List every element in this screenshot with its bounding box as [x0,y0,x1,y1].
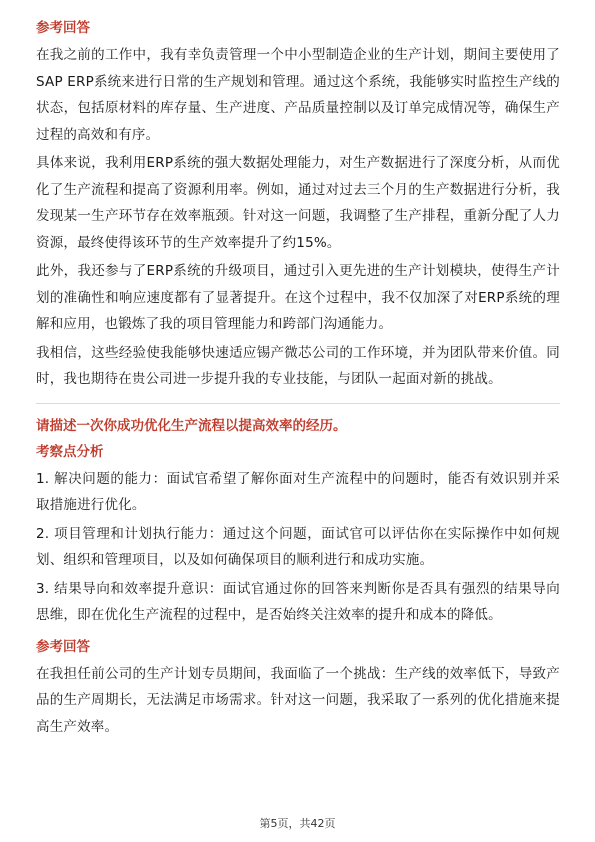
section-divider [36,403,560,404]
answer-paragraph: 在我之前的工作中，我有幸负责管理一个中小型制造企业的生产计划，期间主要使用了SAP ERP系统来进行日常的生产规划和管理。通过这个系统，我能够实时监控生产线的状态，包括原材料的库存量、生产进度、产品质量控制以及订单完成情况等，确保生产过程的高效和有序。 [36,47,560,143]
answer-paragraph: 具体来说，我利用ERP系统的强大数据处理能力，对生产数据进行了深度分析，从而优化了生产流程和提高了资源利用率。例如，通过对过去三个月的生产数据进行分析，我发现某一生产环节存在效率瓶颈。针对这一问题，我调整了生产排程，重新分配了人力资源，最终使得该环节的生产效率提升了约15%。 [36,155,560,251]
analysis-item: 2. 项目管理和计划执行能力：通过这个问题，面试官可以评估你在实际操作中如何规划、组织和管理项目，以及如何确保项目的顺利进行和成功实施。 [36,525,560,568]
reference-answer-heading: 参考回答 [36,20,90,36]
page-content [36,18,560,742]
analysis-item: 1. 解决问题的能力：面试官希望了解你面对生产流程中的问题时，能否有效识别并采取措施进行优化。 [36,470,560,513]
page-number: 第5页，共42页 [259,817,336,830]
answer-paragraph: 此外，我还参与了ERP系统的升级项目，通过引入更先进的生产计划模块，使得生产计划的准确性和响应速度都有了显著提升。在这个过程中，我不仅加深了对ERP系统的理解和应用，也锻炼了我的项目管理能力和跨部门沟通能力。 [36,263,560,332]
analysis-heading: 考察点分析 [36,443,104,460]
answer-paragraph: 在我担任前公司的生产计划专员期间，我面临了一个挑战：生产线的效率低下，导致产品的生产周期长，无法满足市场需求。针对这一问题，我采取了一系列的优化措施来提高生产效率。 [36,665,560,735]
analysis-item: 3. 结果导向和效率提升意识：面试官通过你的回答来判断你是否具有强烈的结果导向思维，即在优化生产流程的过程中，是否始终关注效率的提升和成本的降低。 [36,580,560,623]
interview-question: 请描述一次你成功优化生产流程以提高效率的经历。 [36,417,347,434]
reference-answer-heading: 参考回答 [36,638,90,655]
answer-paragraph: 我相信，这些经验使我能够快速适应锡产微芯公司的工作环境，并为团队带来价值。同时，我也期待在贵公司进一步提升我的专业技能，与团队一起面对新的挑战。 [36,344,560,387]
